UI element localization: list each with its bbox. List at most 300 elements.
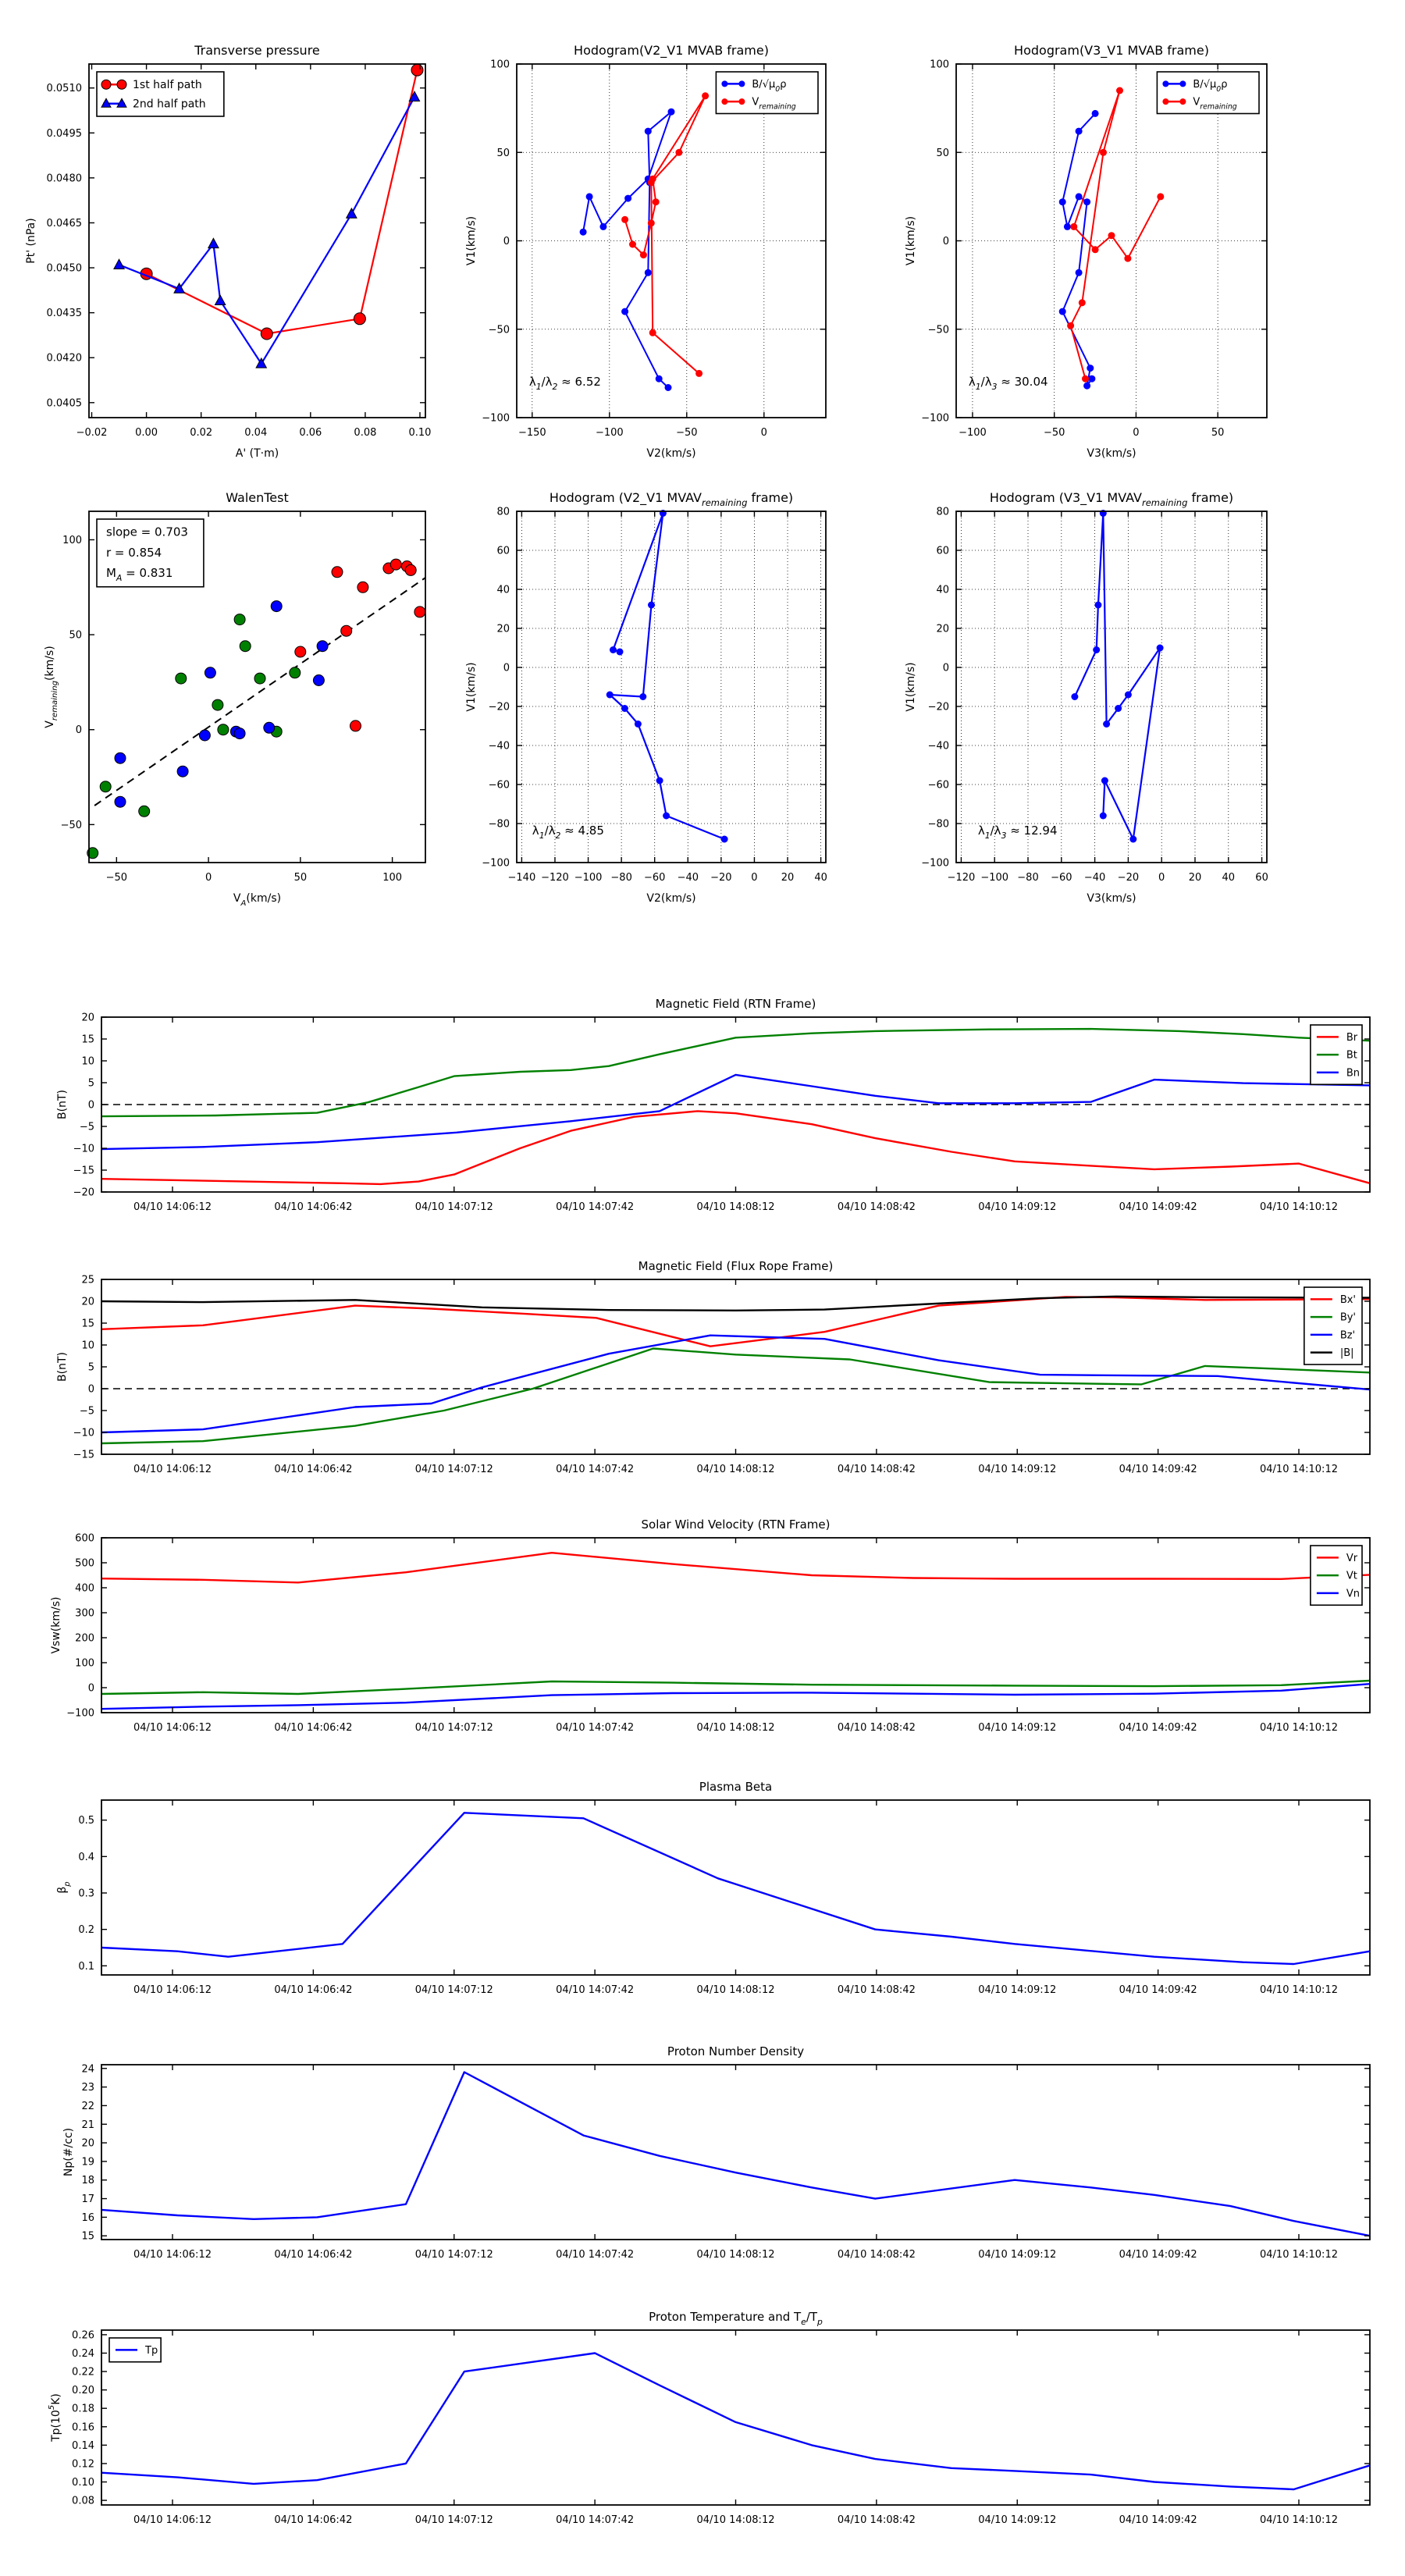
series-V-remaining-path-marker <box>1101 777 1108 785</box>
series-scatter-blue-marker <box>271 601 282 612</box>
series-V-remaining-path-marker <box>656 777 663 785</box>
plot-title: Magnetic Field (Flux Rope Frame) <box>638 1259 834 1273</box>
x-tick-label: 04/10 14:08:12 <box>696 1984 775 1996</box>
series-V-remaining-marker <box>1067 322 1074 329</box>
series-V-remaining-path-marker <box>1115 705 1122 712</box>
x-tick-label: 04/10 14:07:12 <box>414 1722 493 1734</box>
y-tick-label: 20 <box>936 623 949 635</box>
y-tick-label: 20 <box>81 1296 94 1308</box>
series-B-alfven-marker <box>1076 128 1083 135</box>
x-tick-label: 04/10 14:08:42 <box>837 1201 916 1213</box>
y-tick-label: −80 <box>927 818 949 831</box>
legend-label: Vr <box>1346 1552 1358 1564</box>
series-By-prime <box>101 1349 1370 1444</box>
plot-title: Hodogram(V3_V1 MVAB frame) <box>1014 43 1209 58</box>
x-tick-label: 04/10 14:06:42 <box>274 2249 353 2261</box>
y-tick-label: 0 <box>87 1099 94 1112</box>
y-tick-label: 0.10 <box>72 2477 94 2489</box>
series-V-remaining-path-marker <box>721 836 728 843</box>
x-tick-label: 04/10 14:06:42 <box>274 1201 353 1213</box>
x-axis-label: V2(km/s) <box>646 892 696 905</box>
x-tick-label: −60 <box>1051 872 1072 884</box>
series-scatter-green-marker <box>176 673 187 684</box>
x-tick-label: 04/10 14:07:42 <box>556 1984 635 1996</box>
x-tick-label: −140 <box>507 872 536 884</box>
x-tick-label: 04/10 14:09:42 <box>1119 1464 1197 1475</box>
x-tick-label: 04/10 14:07:42 <box>556 1722 635 1734</box>
y-tick-label: 0 <box>503 662 510 674</box>
x-tick-label: 04/10 14:09:12 <box>978 2514 1057 2526</box>
series-V-remaining-marker <box>1100 149 1107 156</box>
series-V-remaining-marker <box>675 149 682 156</box>
series-V-remaining-marker <box>1082 375 1089 382</box>
y-tick-label: 10 <box>81 1055 94 1068</box>
y-tick-label: 0.22 <box>72 2366 94 2379</box>
y-tick-label: 20 <box>81 1012 94 1024</box>
y-tick-label: 0.3 <box>78 1888 94 1900</box>
series-V-remaining-marker <box>1079 299 1086 306</box>
y-tick-label: 100 <box>490 59 510 71</box>
y-tick-label: 0.08 <box>72 2495 94 2507</box>
x-tick-label: −100 <box>595 427 624 439</box>
series-B-alfven-marker <box>1088 375 1095 382</box>
x-tick-label: 04/10 14:08:12 <box>696 2514 775 2526</box>
y-tick-label: −100 <box>921 857 949 870</box>
y-tick-label: 60 <box>496 545 510 557</box>
legend-label: $V_{remaining}$ <box>752 96 796 112</box>
series-1st-half-path-marker <box>411 64 423 76</box>
x-axis-label: A' (T·m) <box>235 447 279 460</box>
x-tick-label: 04/10 14:08:42 <box>837 2249 916 2261</box>
y-tick-label: 25 <box>81 1274 94 1286</box>
series-V-remaining-path-marker <box>1100 813 1107 820</box>
x-tick-label: 04/10 14:06:12 <box>133 1201 212 1213</box>
series-Bx-prime <box>101 1297 1370 1346</box>
x-tick-label: 60 <box>1255 872 1268 884</box>
x-tick-label: 04/10 14:10:12 <box>1260 1464 1338 1475</box>
y-tick-label: 60 <box>936 545 949 557</box>
series-B-alfven-marker <box>580 229 587 236</box>
legend-label: |B| <box>1339 1347 1354 1360</box>
x-tick-label: 04/10 14:08:12 <box>696 1464 775 1475</box>
legend <box>97 519 204 587</box>
y-tick-label: 0.5 <box>78 1815 94 1827</box>
x-tick-label: 100 <box>382 872 403 884</box>
x-tick-label: −60 <box>643 872 666 884</box>
series-V-remaining-path-marker <box>606 692 614 699</box>
y-tick-label: 17 <box>81 2194 94 2206</box>
plot-title: WalenTest <box>226 490 289 505</box>
y-axis-label: Np(#/cc) <box>62 2127 75 2177</box>
legend-label: Bn <box>1346 1067 1361 1080</box>
plot-mag-rtn <box>56 997 1370 1213</box>
series-V-remaining-marker <box>621 216 628 223</box>
series-B-alfven-marker <box>1083 198 1090 205</box>
y-tick-label: 0.16 <box>72 2421 94 2434</box>
y-tick-label: 300 <box>75 1607 94 1620</box>
series-scatter-red-marker <box>295 646 306 657</box>
legend-label: 2nd half path <box>133 98 206 111</box>
legend-dot-marker-icon <box>738 98 745 105</box>
series-B-alfven-marker <box>586 193 593 200</box>
legend-dot-marker-icon <box>1179 80 1186 87</box>
y-tick-label: 200 <box>75 1632 94 1645</box>
y-tick-label: 0.2 <box>78 1924 94 1937</box>
x-tick-label: 0 <box>1158 872 1165 884</box>
y-tick-label: 0.0450 <box>46 262 82 275</box>
y-tick-label: 16 <box>81 2211 94 2224</box>
x-tick-label: 04/10 14:09:12 <box>978 1201 1057 1213</box>
legend-label: r = 0.854 <box>106 545 162 560</box>
series-V-remaining-path-marker <box>1157 645 1164 652</box>
annotation: $\lambda_1/\lambda_2 \approx 6.52$ <box>528 375 601 393</box>
y-axis-label: $\beta_p$ <box>56 1881 72 1894</box>
x-tick-label: 04/10 14:06:42 <box>274 1722 353 1734</box>
series-V-remaining-path-marker <box>610 646 617 653</box>
series-V-remaining-path-marker <box>621 705 628 712</box>
x-tick-label: 04/10 14:10:12 <box>1260 1201 1338 1213</box>
series-scatter-blue-marker <box>317 641 328 652</box>
axes-frame <box>89 64 425 418</box>
legend-label: $B/√\mu_0\rho$ <box>1193 78 1228 94</box>
series-V-remaining-marker <box>640 251 647 258</box>
series-V-remaining-path-marker <box>663 813 670 820</box>
y-tick-label: 100 <box>62 534 82 546</box>
series-V-remaining-path-marker <box>1093 646 1100 653</box>
series-V-remaining-path-marker <box>635 720 642 728</box>
x-tick-label: −80 <box>1017 872 1039 884</box>
series-B-alfven-marker <box>1064 223 1071 230</box>
plot-hodogram-v3v1-mvav <box>905 490 1268 905</box>
y-tick-label: −100 <box>482 857 510 870</box>
series-2nd-half-path-marker <box>208 238 219 247</box>
plot-proton-temp <box>48 2310 1370 2526</box>
series-V-remaining-path <box>610 514 724 840</box>
x-tick-label: 40 <box>814 872 827 884</box>
y-axis-label: $V_{remaining}(km/s)$ <box>44 646 59 728</box>
x-tick-label: 04/10 14:07:12 <box>414 1464 493 1475</box>
series-B-alfven-marker <box>665 384 672 391</box>
y-tick-label: 5 <box>87 1361 94 1374</box>
y-tick-label: −100 <box>921 412 949 425</box>
series-B-alfven-marker <box>621 308 628 315</box>
x-tick-label: 04/10 14:07:12 <box>414 2249 493 2261</box>
series-scatter-blue-marker <box>177 766 188 777</box>
series-Vt <box>101 1681 1370 1694</box>
legend <box>1157 72 1259 114</box>
x-tick-label: 04/10 14:10:12 <box>1260 2514 1338 2526</box>
x-tick-label: 04/10 14:10:12 <box>1260 2249 1338 2261</box>
x-tick-label: 04/10 14:06:42 <box>274 1464 353 1475</box>
series-V-remaining-path-marker <box>639 693 646 700</box>
y-tick-label: 0.18 <box>72 2403 94 2415</box>
y-tick-label: 0.20 <box>72 2385 94 2397</box>
series-B-alfven-marker <box>1087 365 1094 372</box>
series-1st-half-path-marker <box>354 313 365 325</box>
series-V-remaining-path-marker <box>1094 602 1101 609</box>
x-tick-label: 04/10 14:09:42 <box>1119 2249 1197 2261</box>
plot-title: Solar Wind Velocity (RTN Frame) <box>641 1517 831 1532</box>
y-axis-label: V1(km/s) <box>905 215 917 266</box>
legend <box>716 72 818 114</box>
y-tick-label: 0.24 <box>72 2347 94 2360</box>
x-tick-label: −20 <box>710 872 732 884</box>
y-tick-label: 0 <box>87 1682 94 1695</box>
y-tick-label: 80 <box>496 506 510 518</box>
plot-title: Proton Temperature and $T_e/T_p$ <box>649 2310 823 2327</box>
plot-mag-fluxrope <box>56 1259 1370 1475</box>
y-tick-label: 0.12 <box>72 2458 94 2471</box>
y-tick-label: 40 <box>496 584 510 596</box>
annotation: $\lambda_1/\lambda_3 \approx 30.04$ <box>968 375 1048 393</box>
x-tick-label: 04/10 14:08:12 <box>696 1722 775 1734</box>
y-tick-label: −60 <box>927 779 949 792</box>
series-V-remaining-marker <box>702 92 709 99</box>
y-tick-label: 40 <box>936 584 949 596</box>
series-B-alfven-marker <box>1092 110 1099 117</box>
plot-hodogram-v2v1-mvab <box>465 43 826 460</box>
y-tick-label: 0.4 <box>78 1851 94 1863</box>
x-tick-label: −80 <box>610 872 632 884</box>
y-tick-label: −50 <box>60 819 82 831</box>
series-B-alfven-marker <box>1076 193 1083 200</box>
y-tick-label: −5 <box>79 1405 94 1418</box>
x-tick-label: 20 <box>1188 872 1202 884</box>
y-tick-label: −5 <box>79 1121 94 1133</box>
x-tick-label: 04/10 14:09:12 <box>978 1464 1057 1475</box>
x-tick-label: 04/10 14:06:12 <box>133 2514 212 2526</box>
x-tick-label: 04/10 14:06:42 <box>274 2514 353 2526</box>
x-tick-label: 04/10 14:08:42 <box>837 1984 916 1996</box>
series-B-alfven-marker <box>1059 198 1066 205</box>
series-V-remaining-marker <box>1108 232 1115 239</box>
series-scatter-red-marker <box>341 625 352 636</box>
series-scatter-green-marker <box>212 699 223 710</box>
series-B-alfven-marker <box>645 269 652 276</box>
x-tick-label: 04/10 14:06:12 <box>133 1722 212 1734</box>
legend-label: Vt <box>1346 1570 1357 1582</box>
plot-transverse-pressure <box>25 43 431 460</box>
series-Bn <box>101 1075 1370 1149</box>
series-Bt <box>101 1029 1370 1116</box>
y-tick-label: 15 <box>81 1034 94 1046</box>
legend <box>1311 1025 1362 1084</box>
y-tick-label: 0.26 <box>72 2329 94 2342</box>
series-scatter-blue-marker <box>313 675 324 686</box>
y-tick-label: 0.0435 <box>46 308 82 320</box>
y-tick-label: 0 <box>87 1383 94 1396</box>
plot-title: Proton Number Density <box>667 2044 805 2058</box>
x-tick-label: −120 <box>947 872 976 884</box>
legend-label: Br <box>1346 1031 1358 1044</box>
series-V-remaining <box>1071 91 1161 379</box>
y-tick-label: 0.0495 <box>46 127 82 140</box>
legend-label: By' <box>1339 1311 1357 1324</box>
plot-title: Hodogram(V2_V1 MVAB frame) <box>574 43 769 58</box>
y-tick-label: 24 <box>81 2063 94 2076</box>
series-Bz-prime <box>101 1336 1370 1432</box>
y-tick-label: 0.0510 <box>46 83 82 95</box>
axes-frame <box>101 2065 1370 2240</box>
y-tick-label: 0 <box>942 236 949 247</box>
series-Tp <box>101 2354 1370 2490</box>
x-tick-label: 04/10 14:09:12 <box>978 2249 1057 2261</box>
y-axis-label: V1(km/s) <box>465 215 478 266</box>
y-tick-label: −20 <box>488 701 510 713</box>
series-2nd-half-path-marker <box>256 358 266 368</box>
series-scatter-red-marker <box>357 582 368 592</box>
series-2nd-half-path-marker <box>215 295 226 304</box>
y-tick-label: −20 <box>73 1187 94 1199</box>
series-Br <box>101 1111 1370 1184</box>
series-1st-half-path-marker <box>261 328 272 340</box>
series-V-remaining-path-marker <box>1129 836 1136 843</box>
series-V-remaining-marker <box>648 219 655 226</box>
x-tick-label: 04/10 14:06:42 <box>274 1984 353 1996</box>
x-axis-label: V3(km/s) <box>1087 892 1136 905</box>
legend-dot-marker-icon <box>738 80 745 87</box>
axes-frame <box>517 511 826 863</box>
series-scatter-red-marker <box>332 567 343 578</box>
legend-label: Bt <box>1346 1049 1357 1062</box>
series-B-alfven-marker <box>599 223 606 230</box>
x-tick-label: 04/10 14:07:12 <box>414 2514 493 2526</box>
series-scatter-red-marker <box>414 607 425 617</box>
x-tick-label: 50 <box>1211 427 1225 439</box>
x-tick-label: 0.06 <box>299 427 322 439</box>
series-B-alfven-marker <box>1083 382 1090 390</box>
series-scatter-blue-marker <box>199 730 210 741</box>
series-scatter-red-marker <box>350 720 361 731</box>
series-beta-p <box>101 1813 1370 1964</box>
legend-circle-marker-icon <box>101 80 111 89</box>
legend-label: Tp <box>145 2344 158 2357</box>
plot-title: Hodogram (V2_V1 $MVAV_{remaining}$ frame) <box>549 490 794 508</box>
x-tick-label: 04/10 14:10:12 <box>1260 1984 1338 1996</box>
y-axis-label: B(nT) <box>56 1352 69 1382</box>
series-V-remaining-marker <box>1116 87 1123 94</box>
x-tick-label: 04/10 14:09:42 <box>1119 1201 1197 1213</box>
x-tick-label: −50 <box>676 427 698 439</box>
y-tick-label: −40 <box>488 740 510 753</box>
series-scatter-green-marker <box>290 667 301 678</box>
x-tick-label: 04/10 14:10:12 <box>1260 1722 1338 1734</box>
y-tick-label: 50 <box>936 147 949 159</box>
x-tick-label: −0.02 <box>76 427 108 439</box>
y-tick-label: 15 <box>81 2230 94 2243</box>
legend-label: Bx' <box>1339 1293 1357 1306</box>
plot-title: Transverse pressure <box>194 43 320 58</box>
plot-title: Magnetic Field (RTN Frame) <box>655 997 816 1011</box>
x-tick-label: 04/10 14:08:42 <box>837 1722 916 1734</box>
plot-title: Hodogram (V3_V1 $MVAV_{remaining}$ frame) <box>989 490 1234 508</box>
y-tick-label: 0.0480 <box>46 173 82 185</box>
series-Vn <box>101 1684 1370 1709</box>
series-V-remaining-marker <box>653 198 660 205</box>
y-tick-label: −80 <box>488 818 510 831</box>
y-axis-label: B(nT) <box>56 1090 69 1119</box>
series-Np <box>101 2073 1370 2236</box>
x-tick-label: 0 <box>760 427 767 439</box>
y-tick-label: 21 <box>81 2119 94 2131</box>
y-tick-label: −40 <box>927 740 949 753</box>
x-tick-label: 04/10 14:09:42 <box>1119 1984 1197 1996</box>
series-scatter-green-marker <box>234 614 245 625</box>
series-B-alfven-marker <box>645 128 652 135</box>
x-tick-label: −50 <box>1043 427 1065 439</box>
y-tick-label: 19 <box>81 2156 94 2169</box>
x-tick-label: 04/10 14:08:42 <box>837 2514 916 2526</box>
x-tick-label: 04/10 14:09:12 <box>978 1722 1057 1734</box>
y-tick-label: −100 <box>66 1707 94 1720</box>
axes-frame <box>101 1279 1370 1454</box>
legend-label: slope = 0.703 <box>106 525 188 539</box>
y-tick-label: −15 <box>73 1165 94 1177</box>
series-scatter-blue-marker <box>115 753 126 763</box>
y-tick-label: 20 <box>81 2137 94 2150</box>
plot-walen-test <box>44 490 425 908</box>
legend-label: Bz' <box>1339 1329 1356 1342</box>
x-tick-label: 04/10 14:07:42 <box>556 1464 635 1475</box>
x-tick-label: −50 <box>105 872 128 884</box>
y-tick-label: 18 <box>81 2175 94 2187</box>
legend-dot-marker-icon <box>721 98 727 105</box>
x-tick-label: −100 <box>574 872 603 884</box>
series-V-remaining-path-marker <box>1071 693 1078 700</box>
x-tick-label: 04/10 14:06:12 <box>133 1984 212 1996</box>
x-tick-label: −100 <box>959 427 987 439</box>
y-tick-label: 100 <box>75 1657 94 1670</box>
x-axis-label: $V_A(km/s)$ <box>233 892 282 908</box>
y-tick-label: 0.1 <box>78 1960 94 1973</box>
y-tick-label: 23 <box>81 2082 94 2094</box>
series-scatter-green-marker <box>254 673 265 684</box>
series-2nd-half-path-marker <box>347 208 357 218</box>
y-tick-label: 20 <box>496 623 510 635</box>
annotation: $\lambda_1/\lambda_2 \approx 4.85$ <box>532 824 604 841</box>
y-axis-label: V1(km/s) <box>465 662 478 712</box>
y-tick-label: 600 <box>75 1532 94 1545</box>
legend-dot-marker-icon <box>1179 98 1186 105</box>
x-tick-label: 04/10 14:08:12 <box>696 1201 775 1213</box>
legend <box>1304 1287 1362 1364</box>
x-tick-label: 04/10 14:07:12 <box>414 1201 493 1213</box>
series-V-remaining-marker <box>649 329 656 336</box>
y-tick-label: −60 <box>488 779 510 792</box>
series-scatter-blue-marker <box>115 796 126 807</box>
x-tick-label: 20 <box>781 872 795 884</box>
series-B-alfven-marker <box>656 375 663 382</box>
y-tick-label: 0.14 <box>72 2439 94 2452</box>
series-B-alfven-marker <box>1059 308 1066 315</box>
y-tick-label: 50 <box>69 629 82 642</box>
series-scatter-red-marker <box>390 559 401 570</box>
y-tick-label: 400 <box>75 1582 94 1595</box>
x-tick-label: −150 <box>518 427 546 439</box>
legend-label: $V_{remaining}$ <box>1193 96 1237 112</box>
x-tick-label: 50 <box>293 872 308 884</box>
x-tick-label: 04/10 14:09:42 <box>1119 1722 1197 1734</box>
x-tick-label: 0.10 <box>408 427 432 439</box>
x-tick-label: 04/10 14:09:12 <box>978 1984 1057 1996</box>
series-V-remaining-marker <box>695 370 702 377</box>
series-scatter-red-marker <box>405 564 416 575</box>
annotation: $\lambda_1/\lambda_3 \approx 12.94$ <box>977 824 1058 841</box>
x-tick-label: −120 <box>541 872 569 884</box>
x-axis-label: V3(km/s) <box>1087 447 1136 460</box>
x-tick-label: 04/10 14:08:42 <box>837 1464 916 1475</box>
y-tick-label: −50 <box>927 324 949 336</box>
